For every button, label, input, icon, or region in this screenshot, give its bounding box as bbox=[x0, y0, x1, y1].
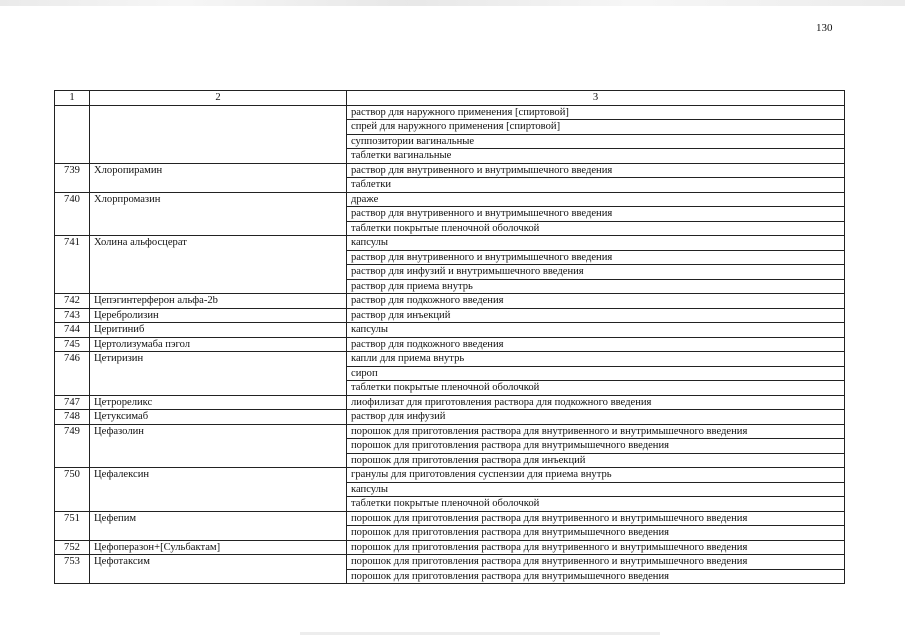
header-col-1: 1 bbox=[55, 91, 90, 106]
table-row bbox=[55, 526, 845, 541]
table-row bbox=[55, 511, 845, 526]
table-row bbox=[55, 410, 845, 425]
table-row bbox=[55, 424, 845, 439]
dosage-form: раствор для внутривенного и внутримышечного введения bbox=[347, 207, 845, 222]
table-row bbox=[55, 569, 845, 584]
table-row bbox=[55, 453, 845, 468]
row-number bbox=[55, 134, 90, 149]
table-row bbox=[55, 207, 845, 222]
table-row bbox=[55, 178, 845, 193]
table-row bbox=[55, 395, 845, 410]
row-number bbox=[55, 366, 90, 381]
row-number bbox=[55, 381, 90, 396]
table-row bbox=[55, 540, 845, 555]
table-header bbox=[55, 91, 845, 106]
dosage-form: гранулы для приготовления суспензии для приема внутрь bbox=[347, 468, 845, 483]
table-row bbox=[55, 352, 845, 367]
dosage-form: таблетки покрытые пленочной оболочкой bbox=[347, 221, 845, 236]
drug-name bbox=[90, 149, 347, 164]
header-col-2: 2 bbox=[90, 91, 347, 106]
row-number bbox=[55, 439, 90, 454]
table-row bbox=[55, 337, 845, 352]
row-number bbox=[55, 207, 90, 222]
row-number bbox=[55, 569, 90, 584]
dosage-form: порошок для приготовления раствора для инъекций bbox=[347, 453, 845, 468]
dosage-form: раствор для инъекций bbox=[347, 308, 845, 323]
drug-name: Хлорпромазин bbox=[90, 192, 347, 207]
drug-name bbox=[90, 482, 347, 497]
dosage-form: порошок для приготовления раствора для внутривенного и внутримышечного введения bbox=[347, 511, 845, 526]
dosage-form: таблетки покрытые пленочной оболочкой bbox=[347, 497, 845, 512]
drug-name: Цефепим bbox=[90, 511, 347, 526]
table-row bbox=[55, 468, 845, 483]
row-number bbox=[55, 453, 90, 468]
row-number: 752 bbox=[55, 540, 90, 555]
drug-name: Холина альфосцерат bbox=[90, 236, 347, 251]
header-row bbox=[55, 91, 845, 106]
row-number bbox=[55, 149, 90, 164]
dosage-form: таблетки вагинальные bbox=[347, 149, 845, 164]
dosage-form: капсулы bbox=[347, 323, 845, 338]
row-number: 747 bbox=[55, 395, 90, 410]
dosage-form: раствор для наружного применения [спиртовой] bbox=[347, 105, 845, 120]
table-row bbox=[55, 192, 845, 207]
dosage-form: раствор для инфузий bbox=[347, 410, 845, 425]
dosage-form: порошок для приготовления раствора для внутримышечного введения bbox=[347, 439, 845, 454]
row-number: 748 bbox=[55, 410, 90, 425]
table-row bbox=[55, 294, 845, 309]
row-number bbox=[55, 178, 90, 193]
drug-name: Цетуксимаб bbox=[90, 410, 347, 425]
dosage-form: порошок для приготовления раствора для внутривенного и внутримышечного введения bbox=[347, 555, 845, 570]
drug-name bbox=[90, 381, 347, 396]
page-number: 130 bbox=[816, 22, 833, 34]
row-number bbox=[55, 221, 90, 236]
dosage-form: раствор для инфузий и внутримышечного введения bbox=[347, 265, 845, 280]
scan-artifact-top bbox=[0, 0, 905, 6]
drug-name bbox=[90, 366, 347, 381]
dosage-form: раствор для внутривенного и внутримышечного введения bbox=[347, 163, 845, 178]
drug-name bbox=[90, 120, 347, 135]
drug-name: Цертолизумаба пэгол bbox=[90, 337, 347, 352]
drug-name: Цепэгинтерферон альфа-2b bbox=[90, 294, 347, 309]
dosage-form: раствор для внутривенного и внутримышечного введения bbox=[347, 250, 845, 265]
table-row bbox=[55, 149, 845, 164]
dosage-form: порошок для приготовления раствора для внутривенного и внутримышечного введения bbox=[347, 424, 845, 439]
dosage-form: раствор для приема внутрь bbox=[347, 279, 845, 294]
table-row bbox=[55, 236, 845, 251]
row-number: 751 bbox=[55, 511, 90, 526]
row-number: 739 bbox=[55, 163, 90, 178]
scan-artifact-bottom bbox=[300, 632, 660, 635]
table-row bbox=[55, 439, 845, 454]
table-row bbox=[55, 482, 845, 497]
drug-name bbox=[90, 453, 347, 468]
drug-name bbox=[90, 134, 347, 149]
drug-name bbox=[90, 250, 347, 265]
dosage-form: капли для приема внутрь bbox=[347, 352, 845, 367]
table-row bbox=[55, 555, 845, 570]
dosage-form: порошок для приготовления раствора для внутривенного и внутримышечного введения bbox=[347, 540, 845, 555]
row-number bbox=[55, 482, 90, 497]
table-row bbox=[55, 163, 845, 178]
table-row bbox=[55, 134, 845, 149]
table-row bbox=[55, 323, 845, 338]
row-number bbox=[55, 497, 90, 512]
row-number bbox=[55, 265, 90, 280]
drug-name: Церебролизин bbox=[90, 308, 347, 323]
row-number: 745 bbox=[55, 337, 90, 352]
drug-name bbox=[90, 221, 347, 236]
table-row bbox=[55, 105, 845, 120]
row-number bbox=[55, 120, 90, 135]
drug-name: Хлоропирамин bbox=[90, 163, 347, 178]
drug-name bbox=[90, 497, 347, 512]
table-row bbox=[55, 120, 845, 135]
dosage-form: таблетки покрытые пленочной оболочкой bbox=[347, 381, 845, 396]
table-row bbox=[55, 221, 845, 236]
drug-name: Цефоперазон+[Сульбактам] bbox=[90, 540, 347, 555]
row-number: 749 bbox=[55, 424, 90, 439]
drug-name: Церитиниб bbox=[90, 323, 347, 338]
row-number: 741 bbox=[55, 236, 90, 251]
dosage-form: спрей для наружного применения [спиртовой] bbox=[347, 120, 845, 135]
header-col-3: 3 bbox=[347, 91, 845, 106]
row-number bbox=[55, 526, 90, 541]
table-body bbox=[55, 105, 845, 584]
row-number bbox=[55, 250, 90, 265]
dosage-form: капсулы bbox=[347, 236, 845, 251]
drug-name bbox=[90, 178, 347, 193]
table-row bbox=[55, 497, 845, 512]
row-number: 744 bbox=[55, 323, 90, 338]
drug-name: Цефотаксим bbox=[90, 555, 347, 570]
dosage-form: драже bbox=[347, 192, 845, 207]
row-number: 740 bbox=[55, 192, 90, 207]
table-row bbox=[55, 279, 845, 294]
drug-name bbox=[90, 265, 347, 280]
row-number: 753 bbox=[55, 555, 90, 570]
dosage-form: таблетки bbox=[347, 178, 845, 193]
drug-name bbox=[90, 279, 347, 294]
table-row bbox=[55, 250, 845, 265]
row-number: 742 bbox=[55, 294, 90, 309]
dosage-form: раствор для подкожного введения bbox=[347, 294, 845, 309]
drug-name: Цетрореликс bbox=[90, 395, 347, 410]
medicine-table bbox=[54, 90, 845, 584]
table-row bbox=[55, 308, 845, 323]
dosage-form: суппозитории вагинальные bbox=[347, 134, 845, 149]
row-number: 743 bbox=[55, 308, 90, 323]
drug-name bbox=[90, 207, 347, 222]
drug-name: Цефалексин bbox=[90, 468, 347, 483]
dosage-form: капсулы bbox=[347, 482, 845, 497]
row-number bbox=[55, 105, 90, 120]
drug-name: Цефазолин bbox=[90, 424, 347, 439]
table-row bbox=[55, 381, 845, 396]
drug-name bbox=[90, 526, 347, 541]
dosage-form: сироп bbox=[347, 366, 845, 381]
table-row bbox=[55, 366, 845, 381]
drug-name: Цетиризин bbox=[90, 352, 347, 367]
row-number: 750 bbox=[55, 468, 90, 483]
drug-name bbox=[90, 105, 347, 120]
drug-name bbox=[90, 439, 347, 454]
dosage-form: раствор для подкожного введения bbox=[347, 337, 845, 352]
dosage-form: лиофилизат для приготовления раствора для подкожного введения bbox=[347, 395, 845, 410]
row-number bbox=[55, 279, 90, 294]
dosage-form: порошок для приготовления раствора для внутримышечного введения bbox=[347, 569, 845, 584]
table-row bbox=[55, 265, 845, 280]
dosage-form: порошок для приготовления раствора для внутримышечного введения bbox=[347, 526, 845, 541]
row-number: 746 bbox=[55, 352, 90, 367]
drug-name bbox=[90, 569, 347, 584]
